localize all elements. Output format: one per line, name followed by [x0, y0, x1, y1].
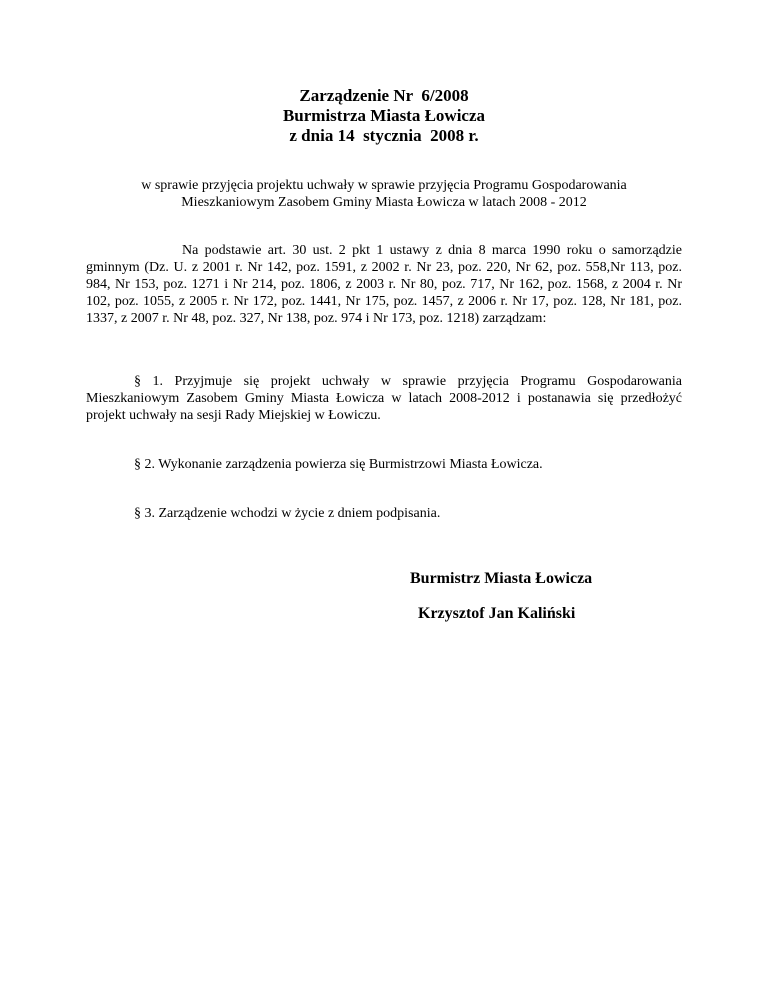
section-2-paragraph: § 2. Wykonanie zarządzenia powierza się Burmistrzowi Miasta Łowicza.: [134, 457, 543, 472]
subject-line-1: w sprawie przyjęcia projektu uchwały w sprawie przyjęcia Programu Gospodarowania: [141, 178, 627, 193]
subject-line-2: Mieszkaniowym Zasobem Gminy Miasta Łowicza w latach 2008 - 2012: [181, 195, 587, 210]
section-1-paragraph: § 1. Przyjmuje się projekt uchwały w sprawie przyjęcia Programu Gospodarowania Mieszkaniowym Zasobem Gminy Miasta Łowicza w latach 2008-2012 i postanawia się przedłożyć projekt uchwały na sesji Rady Miejskiej w Łowiczu.: [86, 374, 682, 423]
title-line-issuer: Burmistrza Miasta Łowicza: [282, 106, 486, 125]
document-title: [0, 86, 768, 146]
legal-basis-paragraph: Na podstawie art. 30 ust. 2 pkt 1 ustawy z dnia 8 marca 1990 roku o samorządzie gminnym (Dz. U. z 2001 r. Nr 142, poz. 1591, z 2002 r. Nr 23, poz. 220, Nr 62, poz. 558,Nr 113, poz. 984, Nr 153, poz. 1271 i Nr 214, poz. 1806, z 2003 r. Nr 80, poz. 717, Nr 162, poz. 1568, z 2004 r. Nr 102, poz. 1055, z 2005 r. Nr 172, poz. 1441, Nr 175, poz. 1457, z 2006 r. Nr 17, poz. 128, Nr 181, poz. 1337, z 2007 r. Nr 48, poz. 327, Nr 138, poz. 974 i Nr 173, poz. 1218) zarządzam:: [86, 243, 682, 326]
title-line-date: z dnia 14 stycznia 2008 r.: [289, 126, 479, 145]
signature-title: Burmistrz Miasta Łowicza: [410, 570, 593, 587]
section-3-paragraph: § 3. Zarządzenie wchodzi w życie z dniem podpisania.: [134, 506, 441, 521]
signature-name: Krzysztof Jan Kaliński: [418, 605, 576, 622]
document-subject: [0, 177, 768, 211]
title-line-number: Zarządzenie Nr 6/2008: [299, 86, 469, 105]
